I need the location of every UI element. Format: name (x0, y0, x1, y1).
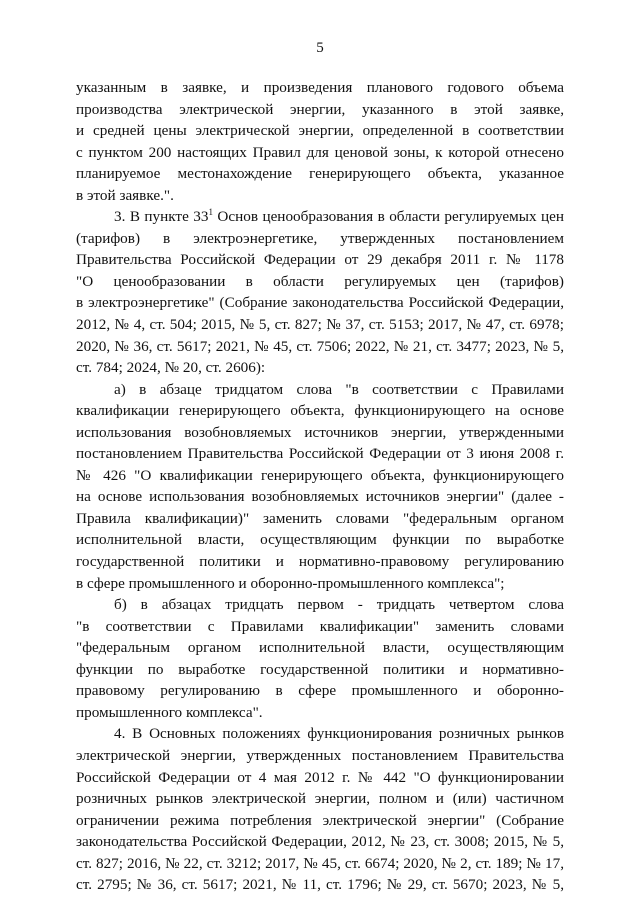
text-line-content: указанным в заявке, и произведения планового годового объема (76, 79, 564, 96)
text-line (76, 702, 564, 724)
text-line (76, 853, 564, 875)
text-line (76, 142, 564, 164)
text-line-content: планируемое местонахождение генерирующего объекта, указанное (76, 165, 564, 183)
text-line (76, 659, 564, 681)
text-line-content: ст. 2795; № 36, ст. 5617; 2021, № 11, ст. 1796; № 29, ст. 5670; 2023, № 5, (76, 876, 564, 894)
text-line-content: розничных рынков электрической энергии, полном и (или) частичном (76, 790, 564, 808)
text-line-content: 3. В пункте 33 (114, 208, 209, 226)
text-line (76, 637, 564, 659)
text-line-content: Правительства Российской Федерации от 29 декабря 2011 г. № 1178 (76, 251, 564, 269)
text-line-content: № 426 "О квалификации генерирующего объекта, функционирующего (76, 466, 564, 484)
text-line-content: Российской Федерации от 4 мая 2012 г. № 442 "О функционировании (76, 768, 564, 786)
text-line-content: "федеральным органом исполнительной власти, осуществляющим (76, 639, 564, 657)
text-line (76, 336, 564, 358)
text-line (76, 767, 564, 789)
text-line-content: в этой заявке.". (76, 186, 174, 204)
text-line-content: ст. 784; 2024, № 20, ст. 2606): (76, 359, 266, 377)
text-line-content: исполнительной власти, осуществляющим функции по выработке (76, 531, 564, 549)
text-line (76, 99, 564, 121)
text-line (76, 529, 564, 551)
text-line (76, 616, 564, 638)
text-line (76, 508, 564, 530)
text-line-content: в сфере промышленного и оборонно-промышленного комплекса"; (76, 574, 505, 592)
text-line-content: Правила квалификации)" заменить словами "федеральным органом (76, 509, 564, 527)
text-line (76, 77, 564, 99)
text-line-content: квалификации генерирующего объекта, функционирующего на основе (76, 402, 564, 420)
text-line (76, 443, 564, 465)
page-number: 5 (316, 40, 324, 56)
text-line (76, 314, 564, 336)
text-line-content: "О ценообразовании в области регулируемых цен (тарифов) (76, 272, 564, 290)
text-line-content: 2012, № 4, ст. 504; 2015, № 5, ст. 827; № 37, ст. 5153; 2017, № 47, ст. 6978; (76, 316, 564, 334)
text-line-content: электрической энергии, утвержденных постановлением Правительства (76, 746, 564, 764)
text-line-content: законодательства Российской Федерации, 2012, № 23, ст. 3008; 2015, № 5, (76, 833, 564, 851)
text-line (76, 400, 564, 422)
text-line (76, 163, 564, 185)
text-line (76, 788, 564, 810)
text-line-content: 2020, № 36, ст. 5617; 2021, № 45, ст. 7506; 2022, № 21, ст. 3477; 2023, № 5, (76, 337, 564, 355)
text-line (76, 723, 564, 745)
text-line (76, 745, 564, 767)
text-line-content: ст. 827; 2016, № 22, ст. 3212; 2017, № 45, ст. 6674; 2020, № 2, ст. 189; № 17, (76, 854, 564, 872)
text-line-content: правовому регулированию в сфере промышленного и оборонно- (76, 682, 564, 700)
text-line (76, 486, 564, 508)
body-text (76, 77, 564, 896)
text-line-content: (тарифов) в электроэнергетике, утвержденных постановлением (76, 229, 564, 247)
text-line (76, 465, 564, 487)
text-line (76, 831, 564, 853)
text-line-content: и средней цены электрической энергии, определенной в соответствии (76, 122, 564, 140)
text-line (76, 120, 564, 142)
text-line (76, 810, 564, 832)
text-line (76, 874, 564, 896)
text-line (76, 271, 564, 293)
text-line-content: производства электрической энергии, указанного в этой заявке, (76, 100, 564, 118)
text-line (76, 185, 564, 207)
text-line (76, 422, 564, 444)
text-line (76, 228, 564, 250)
text-line (76, 594, 564, 616)
text-line (76, 379, 564, 401)
text-line (76, 292, 564, 314)
text-line-content: государственной политики и нормативно-правовому регулированию (76, 553, 564, 571)
text-line-content: промышленного комплекса". (76, 703, 263, 721)
text-line (76, 680, 564, 702)
text-line-content: 4. В Основных положениях функционирования розничных рынков (114, 725, 564, 743)
text-line-content: б) в абзацах тридцать первом - тридцать четвертом слова (114, 596, 564, 614)
text-line-content: "в соответствии с Правилами квалификации" заменить словами (76, 617, 564, 635)
text-line-content: постановлением Правительства Российской Федерации от 3 июня 2008 г. (76, 445, 564, 463)
text-line-content: использования возобновляемых источников энергии, утвержденными (76, 423, 564, 441)
text-line-content: на основе использования возобновляемых источников энергии" (далее - (76, 488, 564, 506)
text-line-content: функции по выработке государственной политики и нормативно- (76, 660, 564, 678)
text-line-content: а) в абзаце тридцатом слова "в соответствии с Правилами (114, 380, 564, 398)
text-line (76, 573, 564, 595)
text-line (76, 249, 564, 271)
text-line (76, 206, 564, 228)
text-line-continuation: Основ ценообразования в области регулируемых цен (212, 208, 564, 226)
text-line-content: ограничении режима потребления электрической энергии" (Собрание (76, 811, 564, 829)
superscript: 1 (208, 207, 213, 218)
text-line (76, 357, 564, 379)
text-line-content: с пунктом 200 настоящих Правил для ценовой зоны, к которой отнесено (76, 143, 564, 161)
text-line (76, 551, 564, 573)
text-line-content: в электроэнергетике" (Собрание законодательства Российской Федерации, (76, 294, 564, 312)
